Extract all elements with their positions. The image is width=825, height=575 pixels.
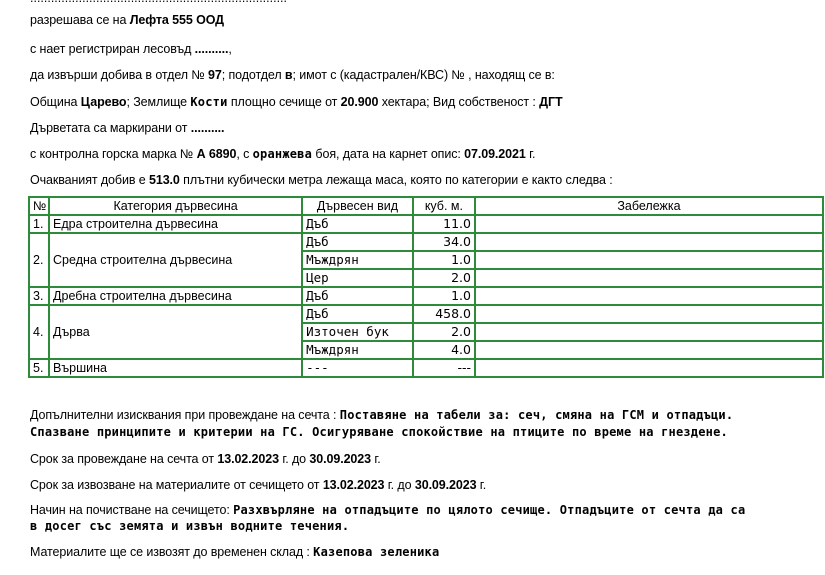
row-species: Източен бук <box>302 323 413 341</box>
header-species: Дървесен вид <box>302 197 413 215</box>
storage-label: Материалите ще се извозят до временен склад : <box>30 545 310 559</box>
location-t4: хектара; Вид собственост : <box>381 95 536 109</box>
inventory-date: 07.09.2021 <box>464 147 526 161</box>
table-row <box>29 305 823 323</box>
cleaning-label: Начин на почистване на сечището: <box>30 503 230 517</box>
registered-value: .......... <box>194 42 229 56</box>
row-volume: 1.0 <box>413 287 475 305</box>
registered-suffix: , <box>228 42 232 56</box>
row-category: Средна строителна дървесина <box>49 233 302 287</box>
haul-period-t1: Срок за извозване на материалите от сечището от <box>30 478 320 492</box>
row-volume: 34.0 <box>413 233 475 251</box>
row-note <box>475 305 823 323</box>
row-note <box>475 251 823 269</box>
cleaning-line <box>30 503 745 517</box>
row-volume: --- <box>413 359 475 377</box>
row-number: 3. <box>29 287 49 305</box>
stamp-t3: боя, дата на карнет опис: <box>315 147 461 161</box>
row-category: Вършина <box>49 359 302 377</box>
location-t1: Община <box>30 95 78 109</box>
permit-line <box>30 13 224 27</box>
harvest-table <box>28 196 824 378</box>
storage-line <box>30 545 439 559</box>
header-category: Категория дървесина <box>49 197 302 215</box>
haul-period-t3: г. <box>479 478 487 492</box>
row-note <box>475 269 823 287</box>
table-row <box>29 233 823 251</box>
stamp-line <box>30 147 535 161</box>
row-species: Дъб <box>302 233 413 251</box>
row-volume: 4.0 <box>413 341 475 359</box>
additional-req-line-2 <box>30 425 728 439</box>
expected-yield-line <box>30 173 613 187</box>
stamp-t4: г. <box>529 147 536 161</box>
row-note <box>475 341 823 359</box>
row-volume: 2.0 <box>413 269 475 287</box>
table-row <box>29 215 823 233</box>
additional-text-1: Поставяне на табели за: сеч, смяна на ГСМ и отпадъци. <box>339 408 734 422</box>
row-number: 2. <box>29 233 49 287</box>
department-number: 97 <box>208 68 222 82</box>
haul-period-to: 30.09.2023 <box>414 478 477 492</box>
additional-req-line <box>30 408 733 422</box>
forest-mark: А 6890 <box>196 147 237 161</box>
row-note <box>475 323 823 341</box>
harvest-t2: ; подотдел <box>221 68 282 82</box>
haul-period-t2: г. до <box>387 478 412 492</box>
row-number: 5. <box>29 359 49 377</box>
harvest-t1: да извърши добива в отдел № <box>30 68 205 82</box>
marked-text: Дърветата са маркирани от <box>30 121 188 135</box>
row-category: Дърва <box>49 305 302 359</box>
cleaning-text-2: в досег със земята и извън водните течения. <box>30 519 350 533</box>
row-note <box>475 359 823 377</box>
cut-period-line <box>30 452 381 466</box>
harvest-line <box>30 68 555 82</box>
paint-color: оранжева <box>252 147 313 161</box>
row-note <box>475 233 823 251</box>
expected-t2: плътни кубически метра лежаща маса, която по категории е както следва : <box>183 173 613 187</box>
cut-period-t1: Срок за провеждане на сечта от <box>30 452 214 466</box>
cut-period-t3: г. <box>374 452 381 466</box>
row-number: 1. <box>29 215 49 233</box>
location-t3: площно сечище от <box>230 95 338 109</box>
marked-line <box>30 121 224 135</box>
area-value: 20.900 <box>340 95 379 109</box>
subdepartment: в <box>284 68 293 82</box>
row-species: Дъб <box>302 287 413 305</box>
expected-volume: 513.0 <box>149 173 180 187</box>
additional-label: Допълнителни изисквания при провеждане на сечта : <box>30 408 337 422</box>
row-volume: 458.0 <box>413 305 475 323</box>
cut-period-t2: г. до <box>282 452 307 466</box>
row-volume: 11.0 <box>413 215 475 233</box>
registered-text: с нает регистриран лесовъд <box>30 42 192 56</box>
stamp-t2: , с <box>236 147 250 161</box>
haul-period-from: 13.02.2023 <box>322 478 385 492</box>
additional-text-2: Спазване принципите и критерии на ГС. Осигуряване спокойствие на птиците по време на гнездене. <box>30 425 728 439</box>
table-header-row <box>29 197 823 215</box>
stamp-t1: с контролна горска марка № <box>30 147 194 161</box>
cut-period-from: 13.02.2023 <box>217 452 279 466</box>
row-species: Цер <box>302 269 413 287</box>
cleaning-line-2 <box>30 519 349 533</box>
expected-t1: Очакваният добив е <box>30 173 146 187</box>
storage-place: Казепова зеленика <box>313 545 440 559</box>
marked-value: .......... <box>190 121 225 135</box>
municipality: Царево <box>80 95 127 109</box>
row-number: 4. <box>29 305 49 359</box>
row-species: Дъб <box>302 215 413 233</box>
row-species: Мъждрян <box>302 341 413 359</box>
cut-period-to: 30.09.2023 <box>309 452 371 466</box>
cleaning-text-1: Разхвърляне на отпадъците по цялото сечище. Отпадъците от сечта да са <box>233 503 746 517</box>
table-row <box>29 287 823 305</box>
permit-prefix: разрешава се на <box>30 13 127 27</box>
location-t2: ; Землище <box>126 95 187 109</box>
haul-period-line <box>30 478 486 492</box>
row-note <box>475 215 823 233</box>
location-line <box>30 95 563 109</box>
top-cut-line <box>30 0 287 5</box>
row-volume: 1.0 <box>413 251 475 269</box>
harvest-t4: , находящ се в: <box>468 68 555 82</box>
land-name: Кости <box>190 95 228 109</box>
ownership-value: ДГТ <box>539 95 563 109</box>
header-volume: куб. м. <box>413 197 475 215</box>
header-note: Забележка <box>475 197 823 215</box>
row-species: Мъждрян <box>302 251 413 269</box>
header-number: № <box>29 197 49 215</box>
row-volume: 2.0 <box>413 323 475 341</box>
harvest-t3: ; имот с (кадастрален/КВС) № <box>292 68 465 82</box>
row-category: Едра строителна дървесина <box>49 215 302 233</box>
company-name: Лефта 555 ООД <box>129 13 224 27</box>
table-row <box>29 359 823 377</box>
row-species: Дъб <box>302 305 413 323</box>
row-note <box>475 287 823 305</box>
registered-forester-line <box>30 42 232 56</box>
row-species: --- <box>302 359 413 377</box>
row-category: Дребна строителна дървесина <box>49 287 302 305</box>
